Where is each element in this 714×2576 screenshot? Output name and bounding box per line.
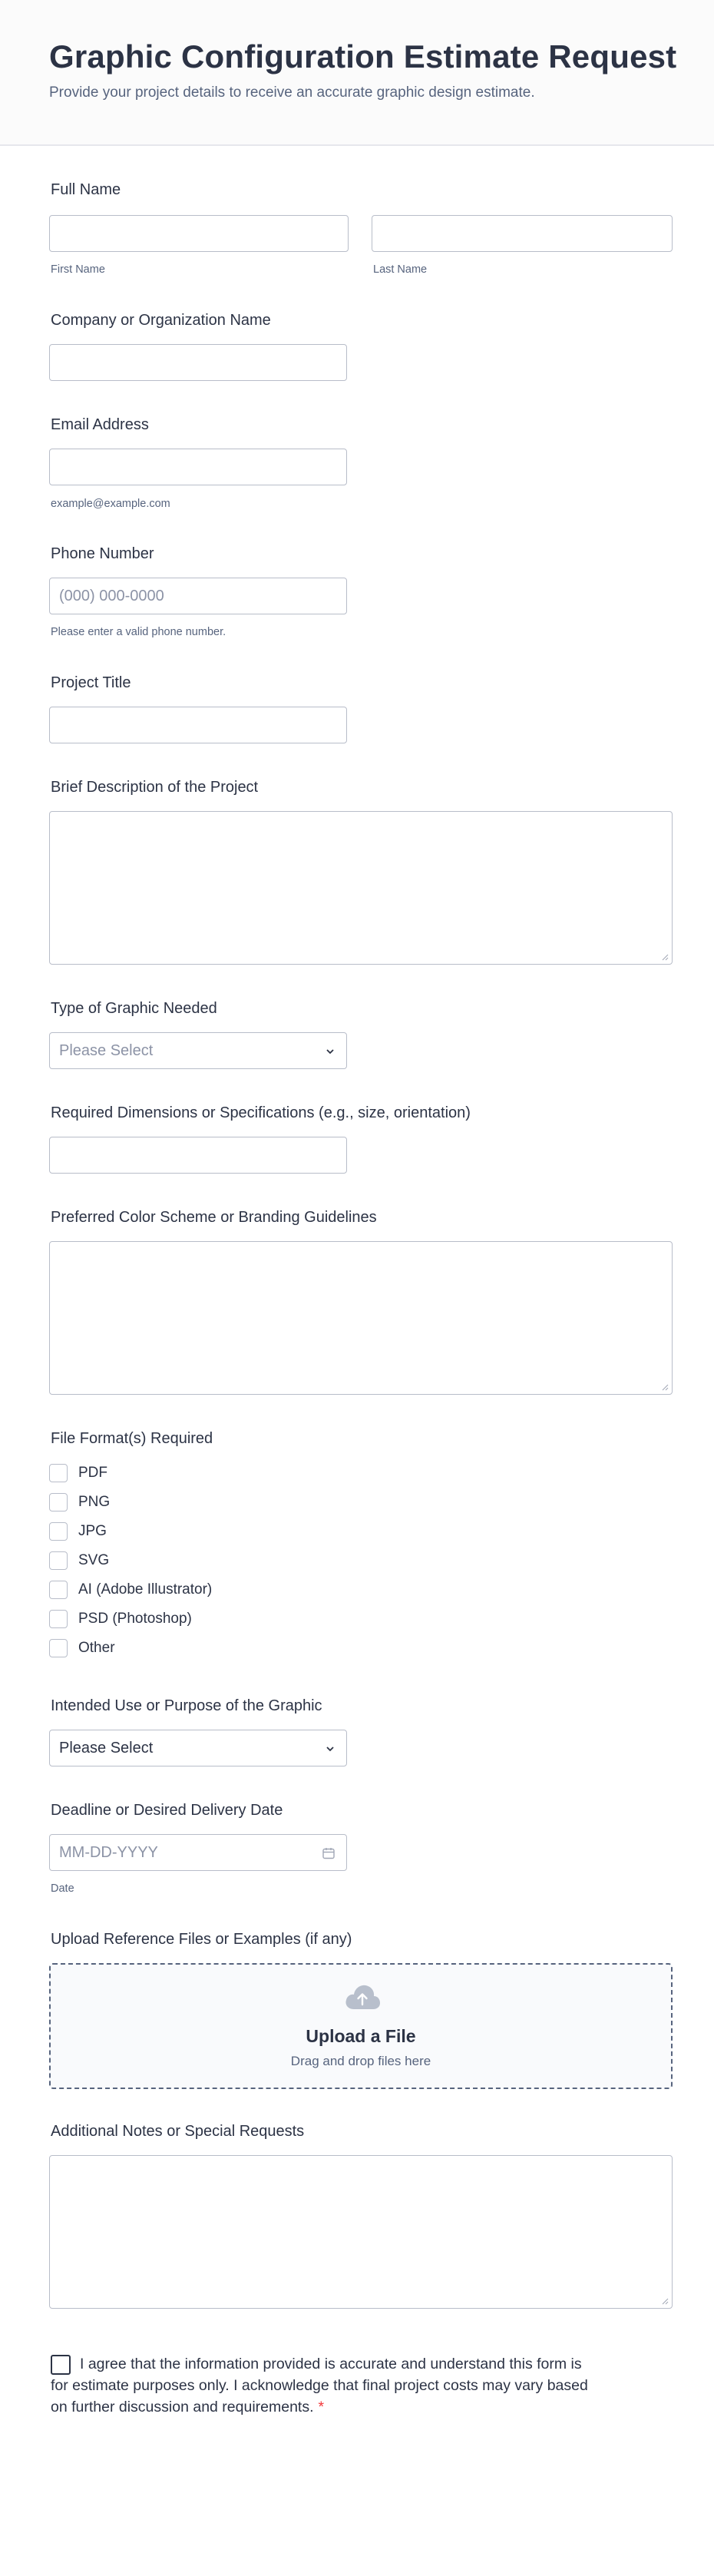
- project-title-input[interactable]: [49, 707, 347, 743]
- project-title-label: Project Title: [51, 674, 131, 691]
- last-name-input[interactable]: [372, 215, 673, 252]
- chevron-down-icon: [325, 1046, 336, 1057]
- form-subtitle: Provide your project details to receive an accurate graphic design estimate.: [49, 84, 535, 101]
- deadline-sublabel: Date: [51, 1882, 74, 1895]
- deadline-label: Deadline or Desired Delivery Date: [51, 1802, 283, 1819]
- checkbox[interactable]: [49, 1464, 68, 1482]
- phone-label: Phone Number: [51, 545, 154, 562]
- checkbox-label: AI (Adobe Illustrator): [78, 1581, 213, 1598]
- checkbox-label: PNG: [78, 1494, 111, 1510]
- resize-grip-icon[interactable]: [661, 1383, 669, 1391]
- file-format-option-psd[interactable]: [49, 1609, 192, 1629]
- deadline-date-input[interactable]: [49, 1834, 347, 1871]
- intended-use-select[interactable]: [49, 1730, 347, 1766]
- cloud-upload-icon: [344, 1983, 381, 2011]
- checkbox[interactable]: [49, 1493, 68, 1511]
- description-label: Brief Description of the Project: [51, 779, 259, 796]
- file-upload-dropzone[interactable]: [49, 1963, 673, 2089]
- upload-label: Upload Reference Files or Examples (if any): [51, 1931, 352, 1948]
- full-name-label: Full Name: [51, 181, 121, 198]
- checkbox[interactable]: [49, 1639, 68, 1657]
- resize-grip-icon[interactable]: [661, 953, 669, 961]
- chevron-down-icon: [325, 1743, 336, 1754]
- upload-title: Upload a File: [306, 2026, 416, 2046]
- file-format-option-jpg[interactable]: [49, 1521, 107, 1541]
- last-name-sublabel: Last Name: [373, 263, 428, 276]
- phone-placeholder: (000) 000-0000: [59, 587, 164, 604]
- checkbox-label: Other: [78, 1640, 115, 1656]
- checkbox[interactable]: [49, 1522, 68, 1541]
- graphic-type-placeholder: Please Select: [59, 1041, 154, 1059]
- notes-textarea[interactable]: [49, 2155, 673, 2309]
- color-scheme-textarea[interactable]: [49, 1241, 673, 1395]
- email-sublabel: example@example.com: [51, 498, 170, 510]
- checkbox[interactable]: [49, 1551, 68, 1570]
- checkbox-label: JPG: [78, 1523, 107, 1539]
- first-name-input[interactable]: [49, 215, 349, 252]
- company-label: Company or Organization Name: [51, 312, 271, 329]
- form-header: [0, 0, 714, 146]
- email-label: Email Address: [51, 416, 149, 433]
- file-format-option-png[interactable]: [49, 1492, 110, 1512]
- checkbox-label: PSD (Photoshop): [78, 1611, 192, 1627]
- calendar-icon[interactable]: [322, 1846, 336, 1860]
- phone-input[interactable]: [49, 578, 347, 614]
- upload-subtitle: Drag and drop files here: [290, 2054, 431, 2068]
- file-format-option-svg[interactable]: [49, 1551, 109, 1571]
- description-textarea[interactable]: [49, 811, 673, 965]
- dimensions-label: Required Dimensions or Specifications (e.g., size, orientation): [51, 1104, 471, 1121]
- file-formats-label: File Format(s) Required: [51, 1430, 213, 1447]
- agreement-text: I agree that the information provided is accurate and understand this form is for estimate purposes only. I acknowledge that final project costs may vary based on further discussion and requirements.: [51, 2356, 588, 2415]
- intended-use-label: Intended Use or Purpose of the Graphic: [51, 1697, 322, 1714]
- checkbox[interactable]: [49, 1610, 68, 1628]
- first-name-sublabel: First Name: [51, 263, 105, 276]
- checkbox-label: PDF: [78, 1465, 107, 1481]
- required-asterisk: *: [318, 2399, 325, 2415]
- phone-sublabel: Please enter a valid phone number.: [51, 626, 226, 638]
- email-input[interactable]: [49, 449, 347, 485]
- form-title: Graphic Configuration Estimate Request: [49, 38, 677, 74]
- file-format-option-pdf[interactable]: [49, 1463, 107, 1483]
- deadline-placeholder: MM-DD-YYYY: [59, 1843, 158, 1861]
- file-format-option-ai[interactable]: [49, 1580, 212, 1600]
- intended-use-value: Please Select: [59, 1739, 154, 1757]
- dimensions-input[interactable]: [49, 1137, 347, 1174]
- graphic-type-label: Type of Graphic Needed: [51, 1000, 217, 1017]
- color-scheme-label: Preferred Color Scheme or Branding Guidelines: [51, 1209, 377, 1226]
- agreement-text-block: [51, 2353, 588, 2418]
- resize-grip-icon[interactable]: [661, 2297, 669, 2305]
- company-input[interactable]: [49, 344, 347, 381]
- checkbox[interactable]: [49, 1581, 68, 1599]
- file-format-option-other[interactable]: [49, 1638, 115, 1658]
- notes-label: Additional Notes or Special Requests: [51, 2123, 305, 2140]
- checkbox-label: SVG: [78, 1552, 110, 1568]
- graphic-type-select[interactable]: [49, 1032, 347, 1069]
